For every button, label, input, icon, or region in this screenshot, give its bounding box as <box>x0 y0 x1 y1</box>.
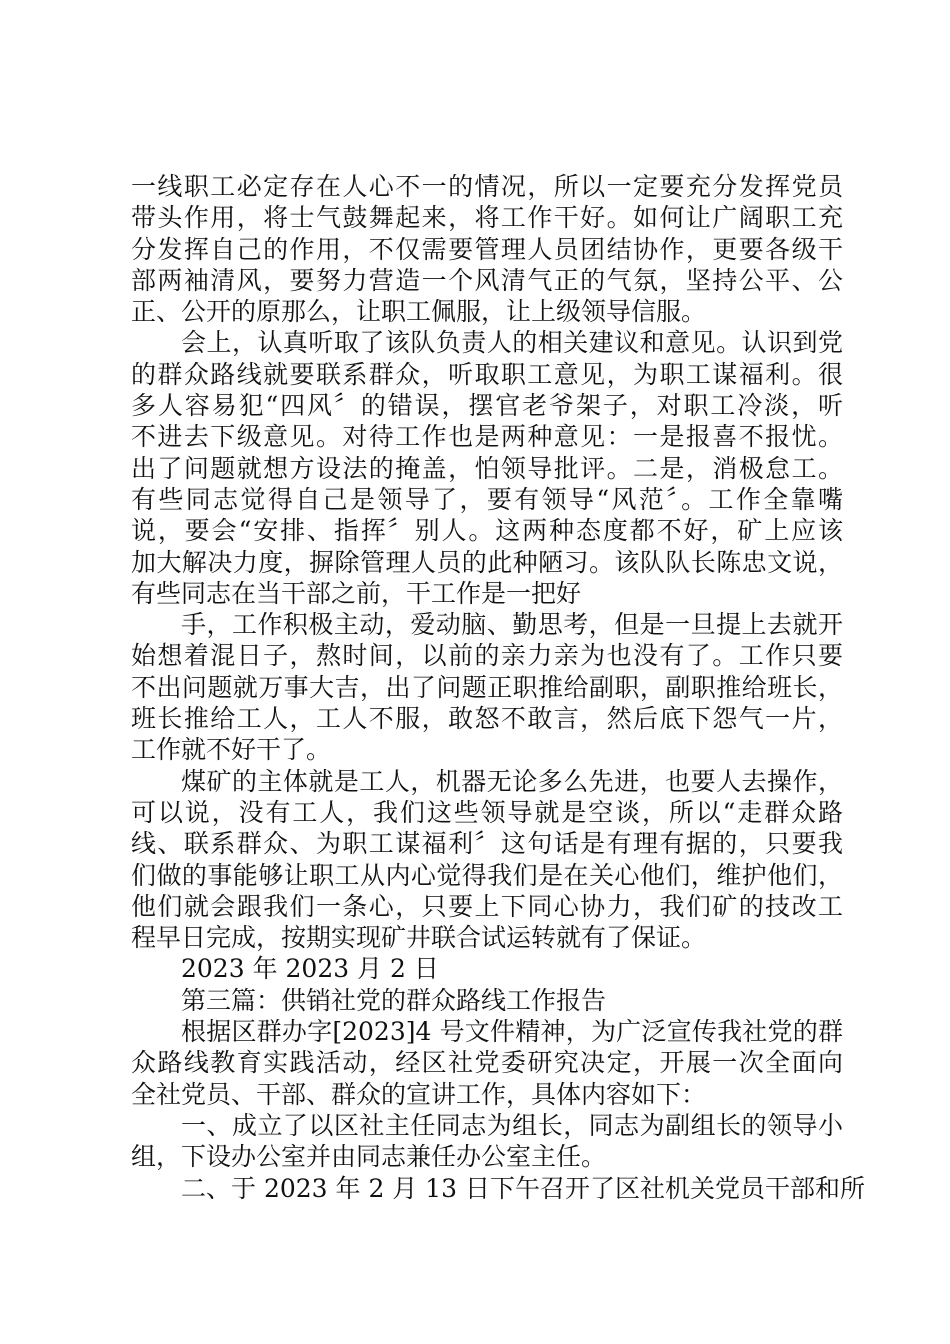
paragraph-p3 <box>131 609 843 765</box>
text-line: 一线职工必定存在人心不一的情况，所以一定要充分发挥党员 <box>131 172 843 201</box>
text-line: 第三篇：供销社党的群众路线工作报告 <box>181 985 607 1015</box>
paragraph-p5 <box>131 953 843 984</box>
text-line: 手，工作积极主动，爱动脑、勤思考，但是一旦提上去就开 <box>181 610 843 640</box>
text-line: 2023 年 2023 月 2 日 <box>181 954 439 984</box>
text-line: 工作就不好干了。 <box>131 735 332 765</box>
text-line: 部两袖清风，要努力营造一个风清气正的气氛，坚持公平、公 <box>131 265 843 295</box>
text-line: 组，下设办公室并由同志兼任办公室主任。 <box>131 1142 607 1172</box>
text-line: 根据区群办字[2023]4 号文件精神，为广泛宣传我社党的群 <box>181 1017 843 1047</box>
text-line: 不出问题就万事大吉，出了问题正职推给副职，副职推给班长， <box>131 672 843 702</box>
text-line: 可以说，没有工人，我们这些领导就是空谈，所以“走群众路 <box>131 797 843 827</box>
text-line: 有些同志觉得自己是领导了，要有领导“风范〞。工作全靠嘴 <box>131 484 843 514</box>
text-line: 全社党员、干部、群众的宣讲工作，具体内容如下： <box>131 1079 707 1109</box>
text-line: 正、公开的原那么，让职工佩服，让上级领导信服。 <box>131 297 707 327</box>
text-line: 众路线教育实践活动，经区社党委研究决定，开展一次全面向 <box>131 1048 843 1078</box>
text-line: 带头作用，将士气鼓舞起来，将工作干好。如何让广阔职工充 <box>131 203 843 233</box>
paragraph-p8 <box>131 1110 843 1173</box>
text-line: 他们就会跟我们一条心，只要上下同心协力，我们矿的技改工 <box>131 891 843 921</box>
text-line: 一、成立了以区社主任同志为组长，同志为副组长的领导小 <box>181 1110 843 1140</box>
text-line: 多人容易犯“四风〞的错误，摆官老爷架子，对职工冷淡，听 <box>131 391 843 421</box>
paragraph-p9 <box>131 1173 866 1204</box>
text-line: 有些同志在当干部之前，干工作是一把好 <box>131 578 582 608</box>
text-line: 会上，认真听取了该队负责人的相关建议和意见。认识到党 <box>181 328 843 358</box>
text-line: 分发挥自己的作用，不仅需要管理人员团结协作，更要各级干 <box>131 234 843 264</box>
paragraph-p2 <box>131 327 843 609</box>
text-line: 线、联系群众、为职工谋福利〞这句话是有理有据的，只要我 <box>131 829 843 859</box>
text-line: 的群众路线就要联系群众，听取职工意见，为职工谋福利。很 <box>131 359 843 389</box>
text-line: 加大解决力度，摒除管理人员的此种陋习。该队队长陈忠文说， <box>131 547 843 577</box>
document-page <box>131 171 866 1204</box>
paragraph-p6 <box>131 985 843 1016</box>
text-line: 始想着混日子，熬时间，以前的亲力亲为也没有了。工作只要 <box>131 641 843 671</box>
text-line: 们做的事能够让职工从内心觉得我们是在关心他们，维护他们， <box>131 860 843 890</box>
text-line: 二、于 2023 年 2 月 13 日下午召开了区社机关党员干部和所 <box>181 1173 866 1203</box>
paragraph-p7 <box>131 1016 843 1110</box>
text-line: 不进去下级意见。对待工作也是两种意见：一是报喜不报忧。 <box>131 422 843 452</box>
paragraph-p1 <box>131 171 843 327</box>
text-line: 说，要会“安排、指挥〞别人。这两种态度都不好，矿上应该 <box>131 516 843 546</box>
text-line: 班长推给工人，工人不服，敢怒不敢言，然后底下怨气一片， <box>131 704 843 734</box>
paragraph-p4 <box>131 766 843 954</box>
text-line: 程早日完成，按期实现矿井联合试运转就有了保证。 <box>131 923 707 953</box>
text-line: 出了问题就想方设法的掩盖，怕领导批评。二是，消极怠工。 <box>131 453 843 483</box>
text-line: 煤矿的主体就是工人，机器无论多么先进，也要人去操作， <box>181 766 843 796</box>
